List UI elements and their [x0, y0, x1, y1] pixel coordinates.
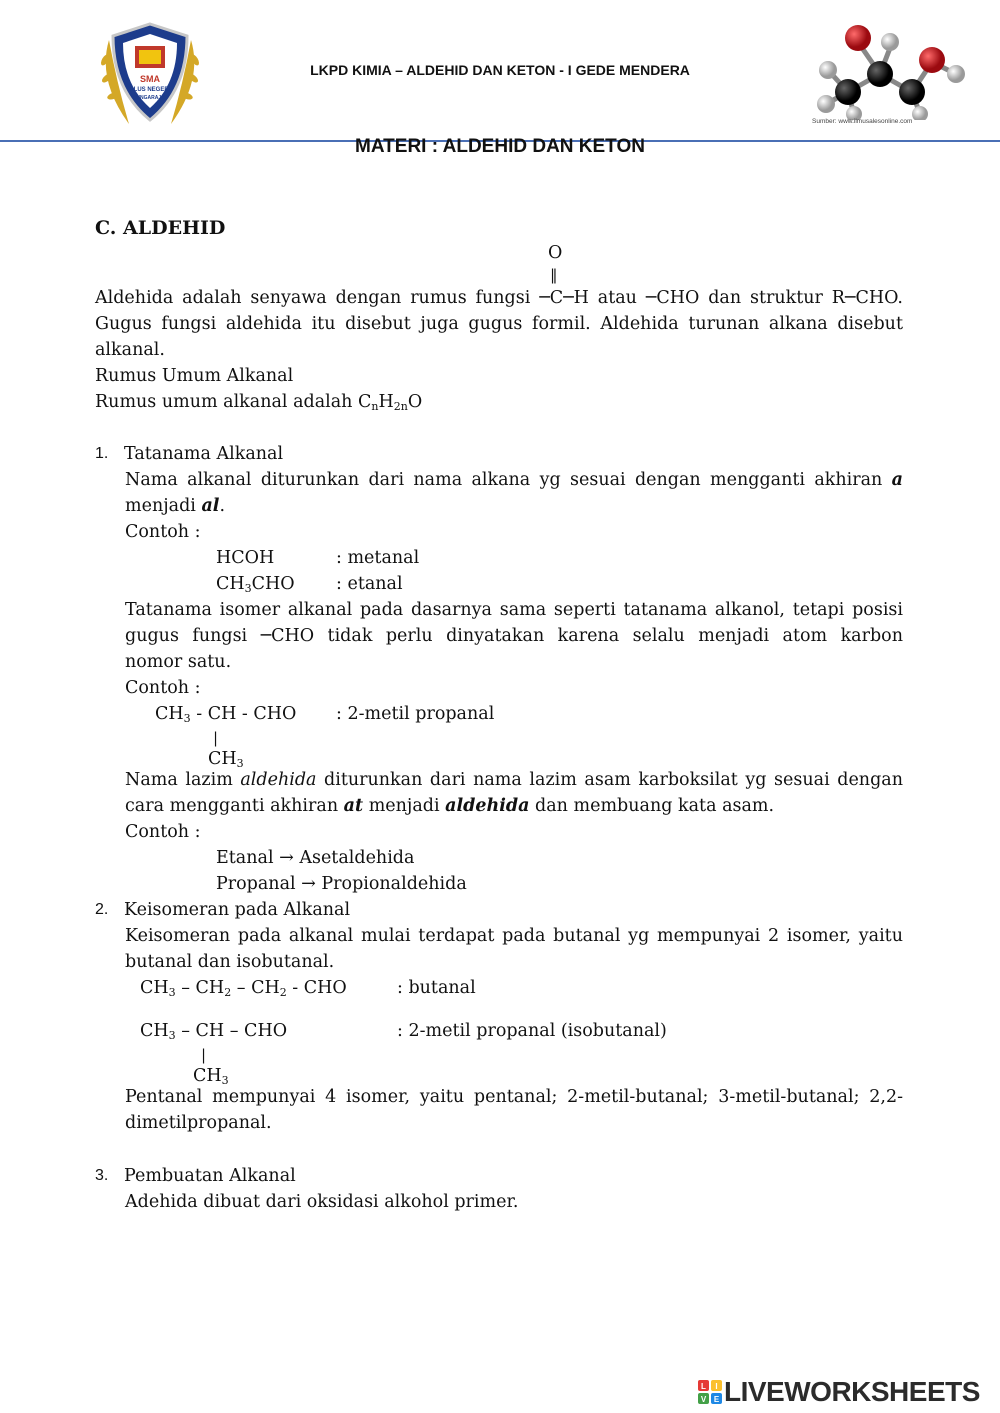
example-etanal-asetaldehida: Etanal → Asetaldehida [216, 848, 415, 868]
propanal-rest: - CH - CHO [190, 704, 297, 724]
liveworksheets-brand: LIVEWORKSHEETS [724, 1376, 980, 1407]
p3-menjadi: menjadi [368, 796, 440, 816]
p3-rest: diturunkan dari nama lazim asam karboksilat yg sesuai dengan [324, 770, 903, 790]
item-1-p1-text: Nama alkanal diturunkan dari nama alkana yg sesuai dengan mengganti akhiran [125, 470, 883, 490]
isomer-butanal-name: : butanal [397, 978, 476, 998]
p3-post: dan membuang kata asam. [535, 796, 775, 816]
propanal-sub: 3 [183, 712, 191, 725]
item-2-p1-line1: Keisomeran pada alkanal mulai terdapat pada butanal yg mempunyai 2 isomer, yaitu [125, 926, 903, 946]
section-heading: C. ALDEHID [95, 217, 226, 239]
example-hcoh-name: : metanal [336, 548, 420, 568]
item-1-p1-a: a [891, 470, 903, 490]
formula-double-bond: ‖ [550, 266, 558, 284]
iso1-c-sub: 2 [279, 986, 287, 999]
logo-text-plus-negeri: PLUS NEGERI [129, 87, 171, 93]
isomer-isobutanal-formula [140, 1018, 287, 1044]
liveworksheets-logo-icon [698, 1380, 722, 1404]
item-1-contoh-1: Contoh : [125, 522, 201, 542]
iso2-b: – CH – CHO [175, 1021, 288, 1041]
worksheet-header-title: LKPD KIMIA – ALDEHID DAN KETON - I GEDE MENDERA [310, 62, 690, 78]
intro-line-1: Aldehida adalah senyawa dengan rumus fungsi ─C─H atau ─CHO dan struktur R─CHO. [95, 288, 903, 308]
branch-ch: CH [208, 749, 237, 769]
p3-aldehida-bold: aldehida [445, 796, 530, 816]
item-2-p2-line1: Pentanal mempunyai 4 isomer, yaitu pentanal; 2-metil-butanal; 3-metil-butanal; 2,2- [125, 1087, 903, 1107]
isomer-isobutanal-name: : 2-metil propanal (isobutanal) [397, 1021, 667, 1041]
item-2-p1-line2: butanal dan isobutanal. [125, 952, 335, 972]
item-1-p1-menjadi: menjadi [125, 496, 196, 516]
rumus-umum-prefix: Rumus umum alkanal adalah C [95, 392, 372, 412]
logo-letter-v: V [700, 1395, 707, 1404]
iso2-branch-bond: | [201, 1046, 207, 1064]
iso2-branch-sub: 3 [221, 1074, 229, 1087]
example-2-metil-propanal-name: : 2-metil propanal [336, 704, 495, 724]
molecule-caption: Sumber: www.ilmusalesonline.com [812, 118, 913, 125]
iso1-d: - CHO [286, 978, 347, 998]
rumus-h: H [378, 392, 394, 412]
item-2-p2-line2: dimetilpropanal. [125, 1113, 272, 1133]
example-2-metil-propanal-formula [155, 701, 296, 727]
item-1-p2-line2: gugus fungsi ─CHO tidak perlu dinyatakan karena selalu menjadi atom karbon [125, 626, 903, 646]
example-hcoh-formula: HCOH [216, 548, 275, 568]
item-3-text: Adehida dibuat dari oksidasi alkohol primer. [125, 1192, 519, 1212]
rumus-o: O [407, 392, 423, 412]
example-etanal-name: : etanal [336, 574, 403, 594]
example-etanal-formula [216, 571, 295, 597]
item-1-p3-line1 [125, 767, 903, 793]
intro-line-3: alkanal. [95, 340, 165, 360]
item-1-p3-line2 [125, 793, 774, 819]
logo-letter-e: E [713, 1395, 720, 1404]
example-propanal-propionaldehida: Propanal → Propionaldehida [216, 874, 467, 894]
iso2-a: CH [140, 1021, 169, 1041]
materi-title: MATERI : ALDEHID DAN KETON [355, 136, 645, 157]
rumus-sub-2n: 2n [393, 400, 408, 413]
item-1-p1-line2 [125, 493, 225, 519]
item-1-p2-line1: Tatanama isomer alkanal pada dasarnya sama seperti tatanama alkanol, tetapi posisi [125, 600, 903, 620]
rumus-umum-title: Rumus Umum Alkanal [95, 366, 294, 386]
p3-aldehida-italic: aldehida [240, 770, 317, 790]
molecule-image [808, 20, 968, 128]
item-1-number: 1. [95, 445, 109, 462]
intro-line-2: Gugus fungsi aldehida itu disebut juga gugus formil. Aldehida turunan alkana disebut [95, 314, 903, 334]
iso1-a-sub: 3 [168, 986, 176, 999]
item-1-p1-line1 [125, 467, 903, 493]
p3-cara: cara mengganti akhiran [125, 796, 339, 816]
branch-sub: 3 [236, 757, 244, 770]
etanal-ch: CH [216, 574, 245, 594]
item-1-p2-line3: nomor satu. [125, 652, 232, 672]
propanal-ch: CH [155, 704, 184, 724]
iso1-b: – CH [175, 978, 225, 998]
logo-letter-l: L [701, 1382, 706, 1391]
p3-at: at [343, 796, 364, 816]
rumus-sub-n: n [371, 400, 379, 413]
isomer-butanal-formula [140, 975, 347, 1001]
item-3-title: Pembuatan Alkanal [124, 1166, 296, 1186]
iso2-a-sub: 3 [168, 1029, 176, 1042]
logo-letter-i: I [715, 1382, 718, 1391]
p3-nama-lazim: Nama lazim [125, 770, 233, 790]
item-1-contoh-3: Contoh : [125, 822, 201, 842]
iso1-c: – CH [231, 978, 280, 998]
iso1-b-sub: 2 [224, 986, 232, 999]
item-3-number: 3. [95, 1167, 109, 1184]
etanal-sub: 3 [244, 582, 252, 595]
branch-bond: | [213, 729, 219, 747]
item-2-number: 2. [95, 901, 109, 918]
item-1-title: Tatanama Alkanal [124, 444, 284, 464]
item-1-p1-al: al [201, 496, 220, 516]
item-2-title: Keisomeran pada Alkanal [124, 900, 351, 920]
logo-text-singaraja: SINGARAJA [135, 95, 165, 101]
item-1-contoh-2: Contoh : [125, 678, 201, 698]
iso1-a: CH [140, 978, 169, 998]
rumus-umum-text [95, 389, 422, 415]
iso2-branch-ch: CH [193, 1066, 222, 1086]
etanal-rest: CHO [251, 574, 295, 594]
item-1-p1-dot: . [219, 496, 226, 516]
logo-text-sma: SMA [140, 74, 160, 84]
formula-oxygen: O [548, 243, 563, 263]
